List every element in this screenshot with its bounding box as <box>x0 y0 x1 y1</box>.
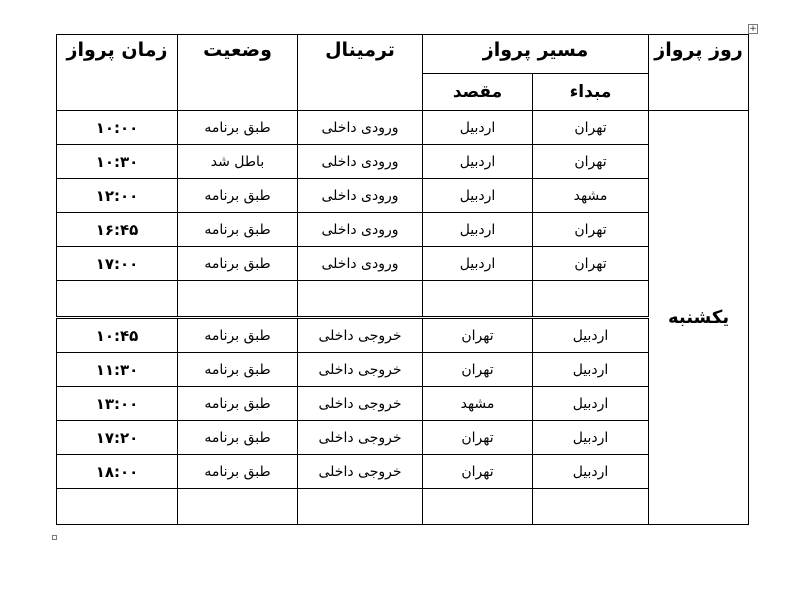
cell-flight-time: ۱۲:۰۰ <box>57 179 178 213</box>
cell-status: طبق برنامه <box>178 111 298 145</box>
header-route: مسیر پرواز <box>423 35 649 74</box>
cell-flight-time: ۱۳:۰۰ <box>57 387 178 421</box>
cell-flight-time: ۱۰:۳۰ <box>57 145 178 179</box>
cell-origin: تهران <box>533 213 649 247</box>
cell-flight-time: ۱۰:۴۵ <box>57 318 178 353</box>
cell-origin: تهران <box>533 247 649 281</box>
cell-origin: اردبیل <box>533 353 649 387</box>
cell-terminal: ورودی داخلی <box>298 145 423 179</box>
cell-origin: اردبیل <box>533 318 649 353</box>
header-flight-day: روز پرواز <box>649 35 749 111</box>
arrival-row <box>57 179 749 213</box>
cell-terminal: خروجی داخلی <box>298 421 423 455</box>
header-destination: مقصد <box>423 74 533 111</box>
cell-terminal: خروجی داخلی <box>298 353 423 387</box>
cell-status: طبق برنامه <box>178 213 298 247</box>
cell-origin: اردبیل <box>533 387 649 421</box>
empty-cell <box>178 489 298 525</box>
cell-destination: مشهد <box>423 387 533 421</box>
cell-destination: اردبیل <box>423 179 533 213</box>
cell-destination: تهران <box>423 318 533 353</box>
cell-destination: تهران <box>423 421 533 455</box>
cell-flight-time: ۱۱:۳۰ <box>57 353 178 387</box>
cell-terminal: ورودی داخلی <box>298 179 423 213</box>
departure-row <box>57 353 749 387</box>
cell-terminal: خروجی داخلی <box>298 318 423 353</box>
cell-destination: اردبیل <box>423 247 533 281</box>
cell-flight-time: ۱۰:۰۰ <box>57 111 178 145</box>
departure-row <box>57 387 749 421</box>
arrival-row <box>57 247 749 281</box>
header-status: وضعیت <box>178 35 298 111</box>
flight-schedule-table-wrapper <box>56 34 748 525</box>
empty-cell <box>298 281 423 318</box>
departure-row <box>57 421 749 455</box>
cell-origin: اردبیل <box>533 421 649 455</box>
empty-cell <box>423 489 533 525</box>
cell-destination: تهران <box>423 353 533 387</box>
cell-destination: اردبیل <box>423 213 533 247</box>
cell-terminal: ورودی داخلی <box>298 111 423 145</box>
cell-status: طبق برنامه <box>178 353 298 387</box>
cell-flight-time: ۱۶:۴۵ <box>57 213 178 247</box>
cell-status: طبق برنامه <box>178 455 298 489</box>
cell-status: طبق برنامه <box>178 247 298 281</box>
departure-row <box>57 455 749 489</box>
cell-destination: اردبیل <box>423 111 533 145</box>
flight-schedule-table <box>56 34 749 525</box>
empty-cell <box>57 489 178 525</box>
table-resize-handle-icon[interactable] <box>52 535 57 540</box>
arrival-row <box>57 145 749 179</box>
cell-flight-time: ۱۷:۲۰ <box>57 421 178 455</box>
cell-terminal: خروجی داخلی <box>298 455 423 489</box>
cell-destination: اردبیل <box>423 145 533 179</box>
empty-cell <box>533 281 649 318</box>
cell-day: یکشنبه <box>649 111 749 525</box>
empty-cell <box>178 281 298 318</box>
empty-cell <box>57 281 178 318</box>
cell-terminal: ورودی داخلی <box>298 247 423 281</box>
empty-cell <box>533 489 649 525</box>
cell-origin: مشهد <box>533 179 649 213</box>
empty-cell <box>423 281 533 318</box>
arrival-row <box>57 213 749 247</box>
cell-flight-time: ۱۷:۰۰ <box>57 247 178 281</box>
empty-cell <box>298 489 423 525</box>
cell-flight-time: ۱۸:۰۰ <box>57 455 178 489</box>
table-move-handle-icon[interactable]: + <box>749 24 757 34</box>
cell-terminal: ورودی داخلی <box>298 213 423 247</box>
header-flight-time: زمان پرواز <box>57 35 178 111</box>
cell-status: طبق برنامه <box>178 179 298 213</box>
empty-row <box>57 489 749 525</box>
cell-status: باطل شد <box>178 145 298 179</box>
empty-row <box>57 281 749 318</box>
header-terminal: ترمینال <box>298 35 423 111</box>
cell-status: طبق برنامه <box>178 387 298 421</box>
header-origin: مبداء <box>533 74 649 111</box>
schedule-body <box>57 111 749 525</box>
cell-origin: اردبیل <box>533 455 649 489</box>
cell-status: طبق برنامه <box>178 421 298 455</box>
cell-origin: تهران <box>533 145 649 179</box>
departure-row <box>57 318 749 353</box>
arrival-row <box>57 111 749 145</box>
cell-status: طبق برنامه <box>178 318 298 353</box>
cell-origin: تهران <box>533 111 649 145</box>
cell-terminal: خروجی داخلی <box>298 387 423 421</box>
cell-destination: تهران <box>423 455 533 489</box>
